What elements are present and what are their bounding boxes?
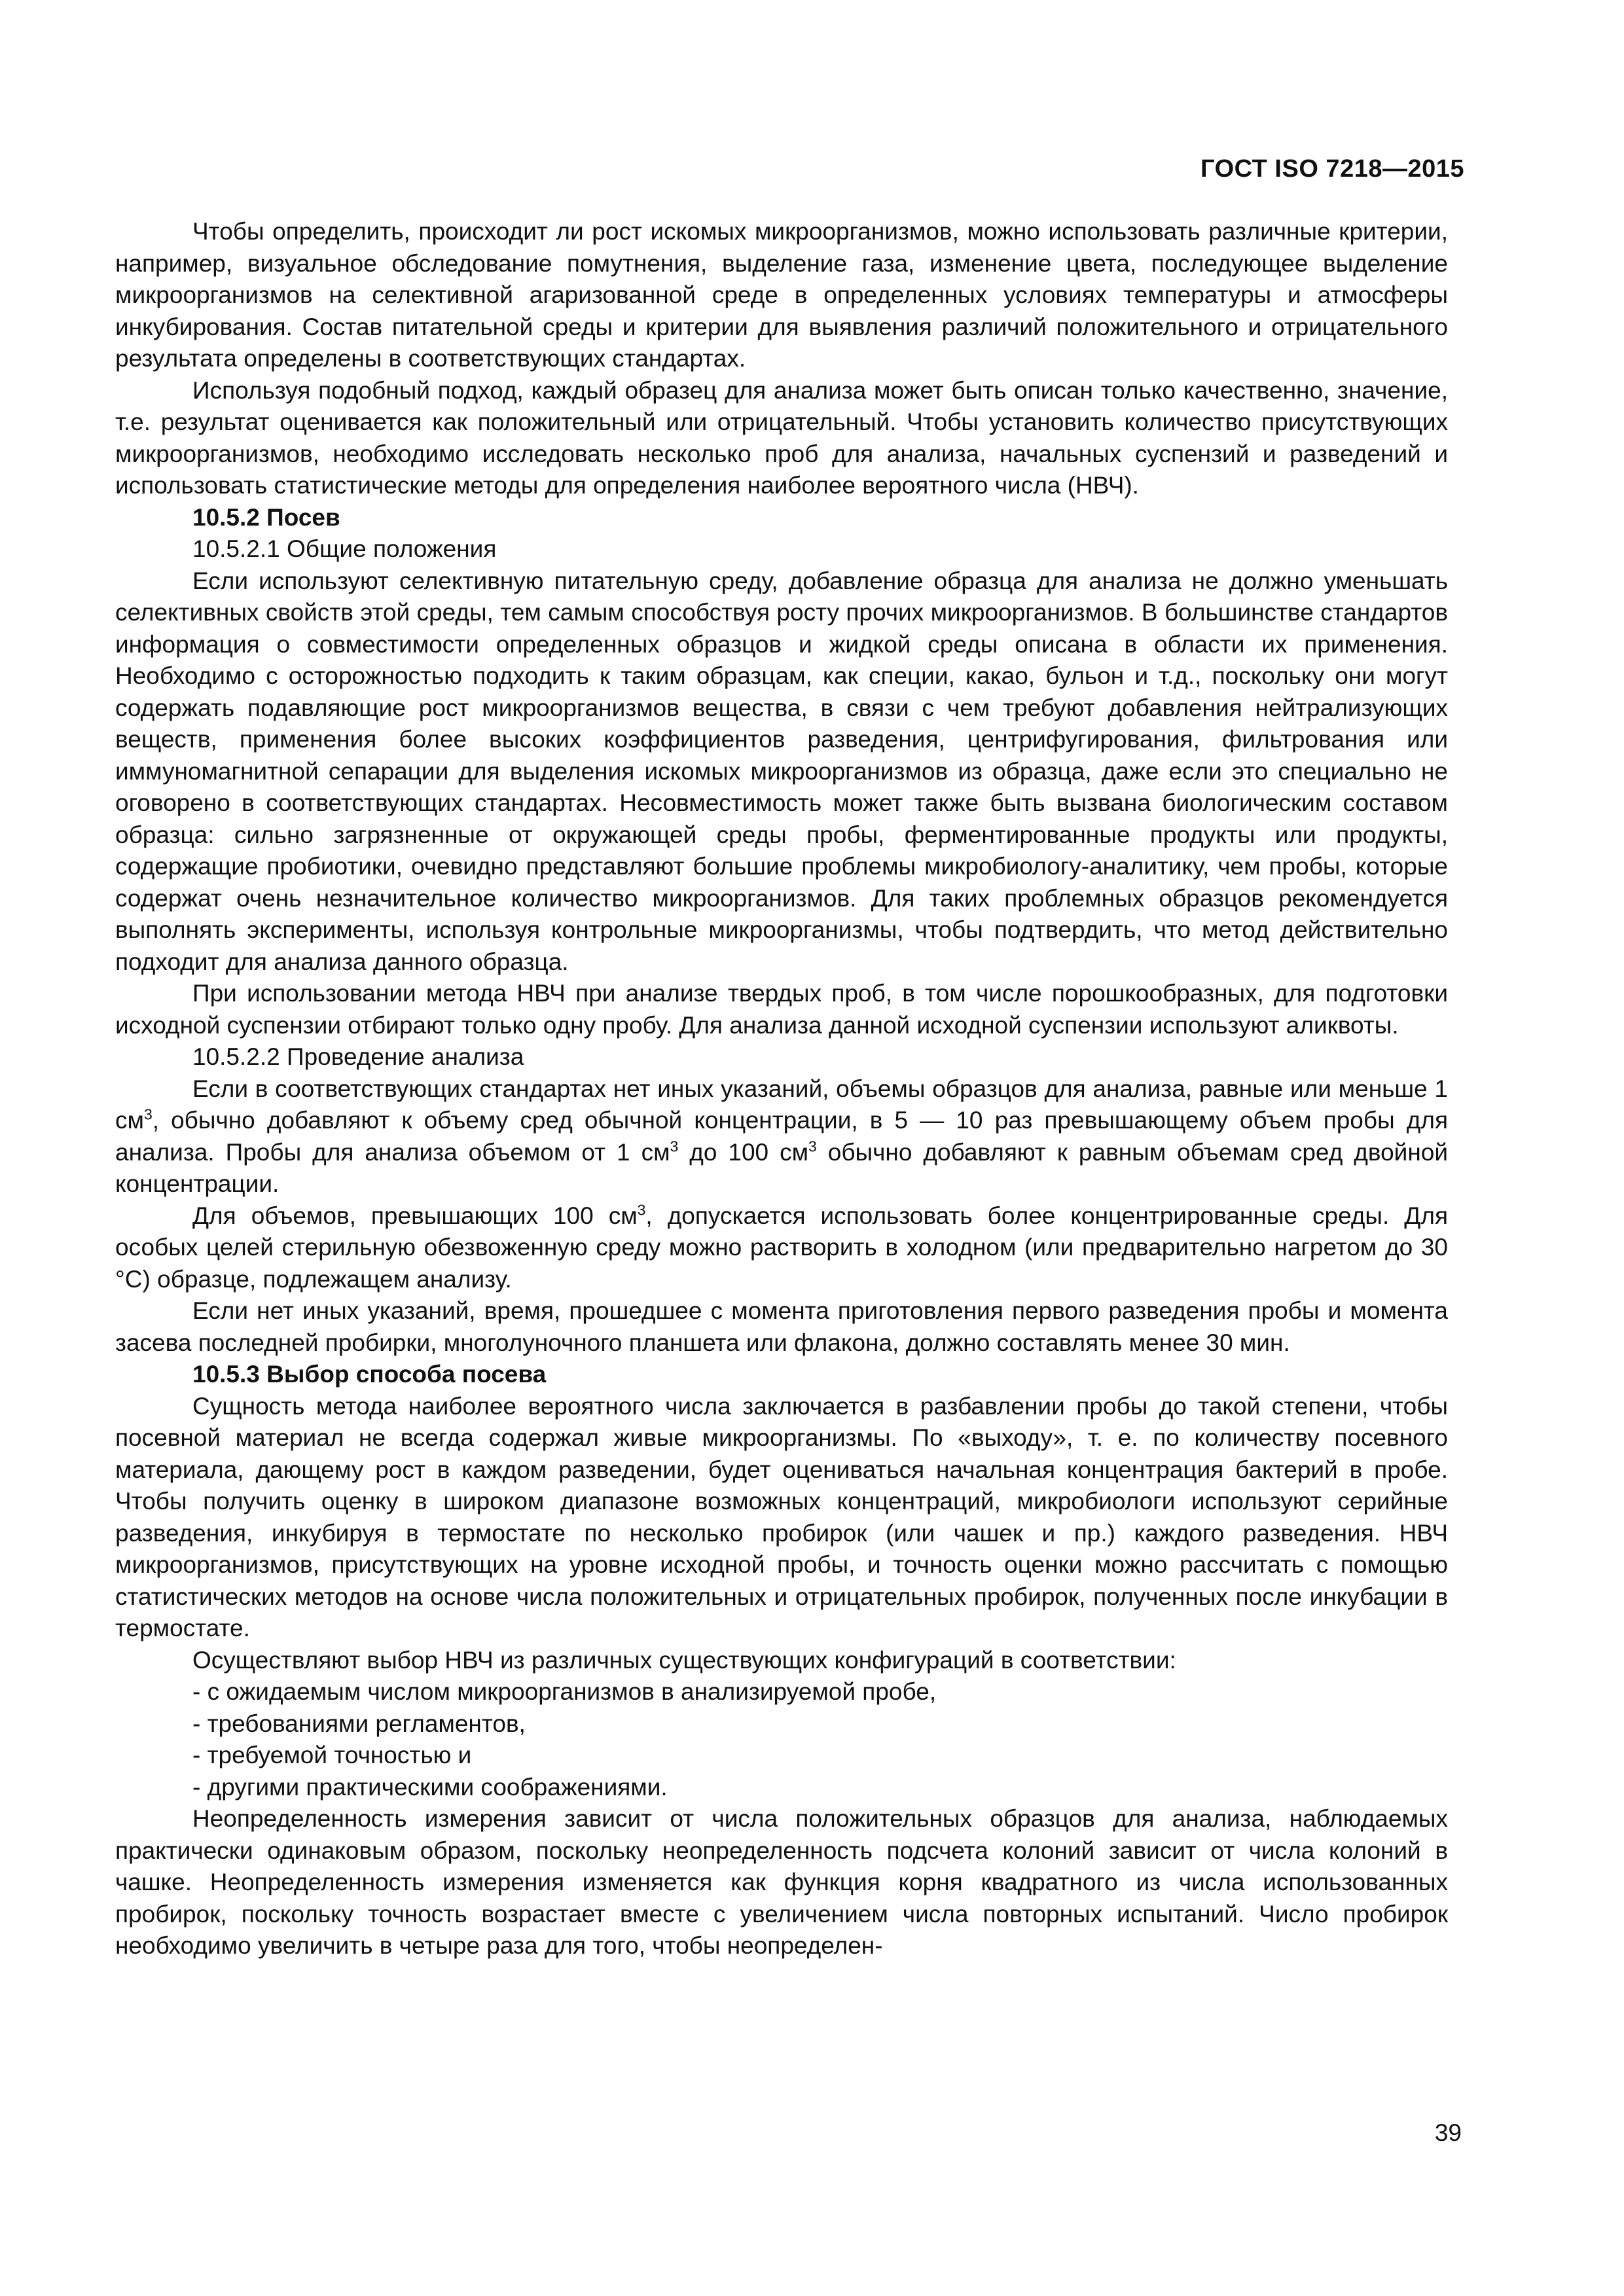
- text-run: Для объемов, превышающих 100 см: [192, 1202, 638, 1229]
- section-heading-10-5-3: 10.5.3 Выбор способа посева: [192, 1361, 547, 1388]
- superscript: 3: [637, 1200, 646, 1218]
- list-item: - требуемой точностью и: [192, 1742, 472, 1768]
- paragraph: При использовании метода НВЧ при анализе твердых проб, в том числе порошкообразных, для подготовки исходной суспензии отбирают только одну пробу. Для анализа данной исходной суспензии используют аликвоты.: [115, 980, 1448, 1039]
- page-number: 39: [1434, 2119, 1462, 2146]
- paragraph: Неопределенность измерения зависит от числа положительных образцов для анализа, наблюдаемых практически одинаковым образом, поскольку неопределенность подсчета колоний зависит от числа колоний в чашке. Неопределенность измерения изменяется как функция корня квадратного из числа использованных пробирок, поскольку точность возрастает вместе с увеличением числа повторных испытаний. Число пробирок необходимо увеличить в четыре раза для того, чтобы неопределен-: [115, 1805, 1448, 1959]
- paragraph: Осуществляют выбор НВЧ из различных существующих конфигураций в соответствии:: [192, 1646, 1176, 1674]
- page-body: [115, 216, 1448, 1962]
- text-run: обычно добавляют к равным объемам сред двойной концентрации.: [115, 1138, 1449, 1197]
- list-item: - другими практическими соображениями.: [192, 1773, 668, 1801]
- standard-header: ГОСТ ISO 7218—2015: [1200, 155, 1464, 183]
- text-run: , обычно добавляют к объему сред обычной концентрации, в 5 — 10 раз превышающему объем пробы для анализа. Пробы для анализа объемом от 1 см: [115, 1107, 1448, 1166]
- text-run: , допускается использовать более концентрированные среды. Для особых целей стерильную обезвоженную среду можно растворить в холодном (или предварительно нагретом до 30 °С) образце, подлежащем анализу.: [115, 1202, 1448, 1293]
- superscript: 3: [670, 1137, 679, 1155]
- subsection-heading-10-5-2-2: 10.5.2.2 Проведение анализа: [192, 1043, 524, 1070]
- paragraph: Используя подобный подход, каждый образец для анализа может быть описан только качественно, значение, т.е. результат оценивается как положительный или отрицательный. Чтобы установить количество присутствующих микроорганизмов, необходимо исследовать несколько проб для анализа, начальных суспензий и разведений и использовать статистические методы для определения наиболее вероятного числа (НВЧ).: [115, 376, 1448, 499]
- superscript: 3: [808, 1137, 817, 1155]
- paragraph-volumes: [115, 1073, 1448, 1200]
- section-heading-10-5-2: 10.5.2 Посев: [192, 503, 340, 531]
- paragraph: Чтобы определить, происходит ли рост искомых микроорганизмов, можно использовать различные критерии, например, визуальное обследование помутнения, выделение газа, изменение цвета, последующее выделение микроорганизмов на селективной агаризованной среде в определенных условиях температуры и атмосферы инкубирования. Состав питательной среды и критерии для выявления различий положительного и отрицательного результата определены в соответствующих стандартах.: [115, 218, 1448, 372]
- paragraph: Если используют селективную питательную среду, добавление образца для анализа не должно уменьшать селективных свойств этой среды, тем самым способствуя росту прочих микроорганизмов. В большинстве стандартов информация о совместимости определенных образцов и жидкой среды описана в области их применения. Необходимо с осторожностью подходить к таким образцам, как специи, какао, бульон и т.д., поскольку они могут содержать подавляющие рост микроорганизмов вещества, в связи с чем требуют добавления нейтрализующих веществ, применения более высоких коэффициентов разведения, центрифугирования, фильтрования или иммуномагнитной сепарации для выделения искомых микроорганизмов из образца, даже если это специально не оговорено в соответствующих стандартах. Несовместимость может также быть вызвана биологическим составом образца: сильно загрязненные от окружающей среды пробы, ферментированные продукты или продукты, содержащие пробиотики, очевидно представляют большие проблемы микробиологу-аналитику, чем пробы, которые содержат очень незначительное количество микроорганизмов. Для таких проблемных образцов рекомендуется выполнять эксперименты, используя контрольные микроорганизмы, чтобы подтвердить, что метод действительно подходит для анализа данного образца.: [115, 567, 1448, 975]
- paragraph: Если нет иных указаний, время, прошедшее с момента приготовления первого разведения пробы и момента засева последней пробирки, многолуночного планшета или флакона, должно составлять менее 30 мин.: [115, 1297, 1448, 1356]
- superscript: 3: [143, 1105, 153, 1123]
- list-item: - требованиями регламентов,: [192, 1710, 526, 1737]
- paragraph-large-volumes: [115, 1200, 1448, 1296]
- subsection-heading-10-5-2-1: 10.5.2.1 Общие положения: [192, 535, 497, 562]
- text-run: Если в соответствующих стандартах нет иных указаний, объемы образцов для анализа, равные или меньше 1 см: [115, 1075, 1448, 1134]
- paragraph: Сущность метода наиболее вероятного числа заключается в разбавлении пробы до такой степени, чтобы посевной материал не всегда содержал живые микроорганизмы. По «выходу», т. е. по количеству посевного материала, дающему рост в каждом разведении, будет оцениваться начальная концентрация бактерий в пробе. Чтобы получить оценку в широком диапазоне возможных концентраций, микробиологи используют серийные разведения, инкубируя в термостате по несколько пробирок (или чашек и пр.) каждого разведения. НВЧ микроорганизмов, присутствующих на уровне исходной пробы, и точность оценки можно рассчитать с помощью статистических методов на основе числа положительных и отрицательных пробирок, полученных после инкубации в термостате.: [115, 1392, 1448, 1641]
- list-item: - с ожидаемым числом микроорганизмов в анализируемой пробе,: [192, 1678, 937, 1705]
- text-run: до 100 см: [678, 1138, 809, 1166]
